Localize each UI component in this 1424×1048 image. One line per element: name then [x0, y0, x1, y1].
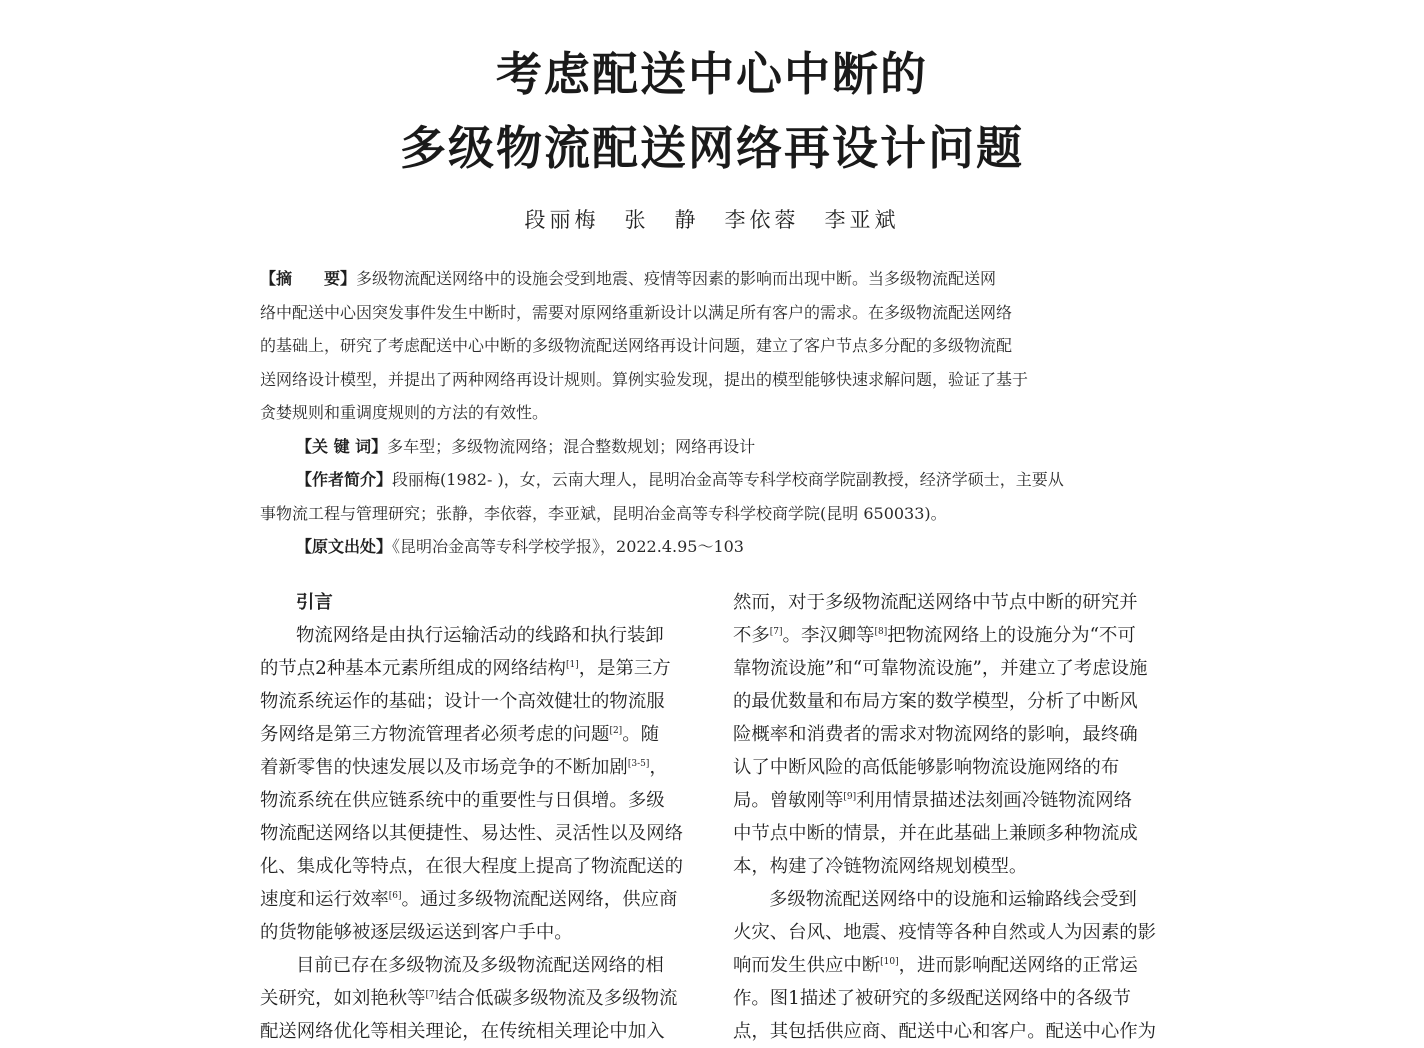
- body-line: 本，构建了冷链物流网络规划模型。: [733, 856, 1028, 877]
- body-line: 务网络是第三方物流管理者必须考虑的问题[2]。随: [260, 724, 659, 745]
- citation: [6]: [388, 890, 402, 901]
- body-line: 物流系统运作的基础；设计一个高效健壮的物流服: [260, 691, 665, 712]
- citation: [8]: [874, 626, 888, 637]
- paper-title-line-1: 考虑配送中心中断的: [496, 47, 928, 101]
- abstract-label: 【摘 要】: [260, 269, 357, 288]
- body-line: 的货物能够被逐层级运送到客户手中。: [260, 922, 573, 943]
- source-text: 《昆明冶金高等专科学校学报》，2022.4.95～103: [392, 537, 744, 556]
- body-left-column: [260, 586, 690, 1048]
- body-line: 多级物流配送网络中的设施和运输路线会受到: [769, 889, 1137, 910]
- citation: [7]: [769, 626, 783, 637]
- abstract-line: 的基础上，研究了考虑配送中心中断的多级物流配送网络再设计问题，建立了客户节点多分配的多级物流配: [260, 336, 1013, 355]
- body-line: 局。曾敏刚等[9]利用情景描述法刻画冷链物流网络: [733, 790, 1132, 811]
- abstract-line: 送网络设计模型，并提出了两种网络再设计规则。算例实验发现，提出的模型能够快速求解问题，验证了基于: [260, 369, 1029, 389]
- body-line: 不多[7]。李汉卿等[8]把物流网络上的设施分为“不可: [733, 625, 1136, 646]
- body-line: 险概率和消费者的需求对物流网络的影响，最终确: [733, 724, 1138, 745]
- citation: [1]: [565, 659, 579, 670]
- body-line: 响而发生供应中断[10]，进而影响配送网络的正常运: [733, 955, 1138, 976]
- body-line: 目前已存在多级物流及多级物流配送网络的相: [296, 955, 664, 976]
- body-line: 物流系统在供应链系统中的重要性与日俱增。多级: [260, 790, 665, 811]
- source: [260, 530, 1162, 564]
- body-line: 然而，对于多级物流配送网络中节点中断的研究并: [733, 592, 1138, 613]
- body-line: 配送网络优化等相关理论，在传统相关理论中加入: [260, 1021, 665, 1042]
- body-line: 靠物流设施”和“可靠物流设施”，并建立了考虑设施: [733, 658, 1148, 679]
- citation: [9]: [843, 791, 857, 802]
- abstract: [260, 262, 1162, 564]
- body-right-column: [733, 586, 1163, 1048]
- author-info-line: 事物流工程与管理研究；张静，李依蓉，李亚斌，昆明冶金高等专科学校商学院(昆明 650033)。: [260, 503, 947, 523]
- body-line: 认了中断风险的高低能够影响物流设施网络的布: [733, 757, 1120, 778]
- author-info: [260, 463, 1162, 497]
- citation: [2]: [609, 725, 623, 736]
- abstract-line: 络中配送中心因突发事件发生中断时，需要对原网络重新设计以满足所有客户的需求。在多级物流配送网络: [260, 302, 1013, 322]
- author-info-label: 【作者简介】: [296, 470, 393, 489]
- body-line: 点，其包括供应商、配送中心和客户。配送中心作为: [733, 1021, 1156, 1042]
- body-line: 中节点中断的情景，并在此基础上兼顾多种物流成: [733, 823, 1138, 844]
- citation: [3-5]: [627, 758, 650, 769]
- keywords-text: 多车型；多级物流网络；混合整数规划；网络再设计: [387, 436, 756, 456]
- keywords-label: 【关 键 词】: [296, 436, 388, 456]
- body-line: 物流配送网络以其便捷性、易达性、灵活性以及网络: [260, 823, 683, 844]
- body-line: 的最优数量和布局方案的数学模型，分析了中断风: [733, 691, 1138, 712]
- body-line: 的节点2种基本元素所组成的网络结构[1]，是第三方: [260, 658, 671, 679]
- body-line: 物流网络是由执行运输活动的线路和执行装卸: [296, 625, 664, 646]
- source-label: 【原文出处】: [296, 537, 393, 556]
- body-line: 着新零售的快速发展以及市场竞争的不断加剧[3-5]，: [260, 757, 668, 778]
- body-line: 作。图1描述了被研究的多级配送网络中的各级节: [733, 988, 1131, 1009]
- body-line: 关研究，如刘艳秋等[7]结合低碳多级物流及多级物流: [260, 988, 678, 1009]
- body-line: 速度和运行效率[6]。通过多级物流配送网络，供应商: [260, 889, 678, 910]
- paper-title-line-2: 多级物流配送网络再设计问题: [400, 121, 1024, 175]
- citation: [10]: [880, 956, 899, 967]
- body-line: 化、集成化等特点，在很大程度上提高了物流配送的: [260, 856, 683, 877]
- abstract-line: 多级物流配送网络中的设施会受到地震、疫情等因素的影响而出现中断。当多级物流配送网: [356, 269, 997, 288]
- section-heading-intro: 引言: [296, 592, 333, 613]
- citation: [7]: [425, 989, 439, 1000]
- authors: 段丽梅 张 静 李依蓉 李亚斌: [524, 208, 900, 232]
- author-info-line: 段丽梅(1982- )，女，云南大理人，昆明冶金高等专科学校商学院副教授，经济学硕士，主要从: [392, 470, 1064, 489]
- abstract-line: 贪婪规则和重调度规则的方法的有效性。: [260, 403, 549, 422]
- keywords: [260, 430, 1162, 464]
- body-line: 火灾、台风、地震、疫情等各种自然或人为因素的影: [733, 922, 1156, 943]
